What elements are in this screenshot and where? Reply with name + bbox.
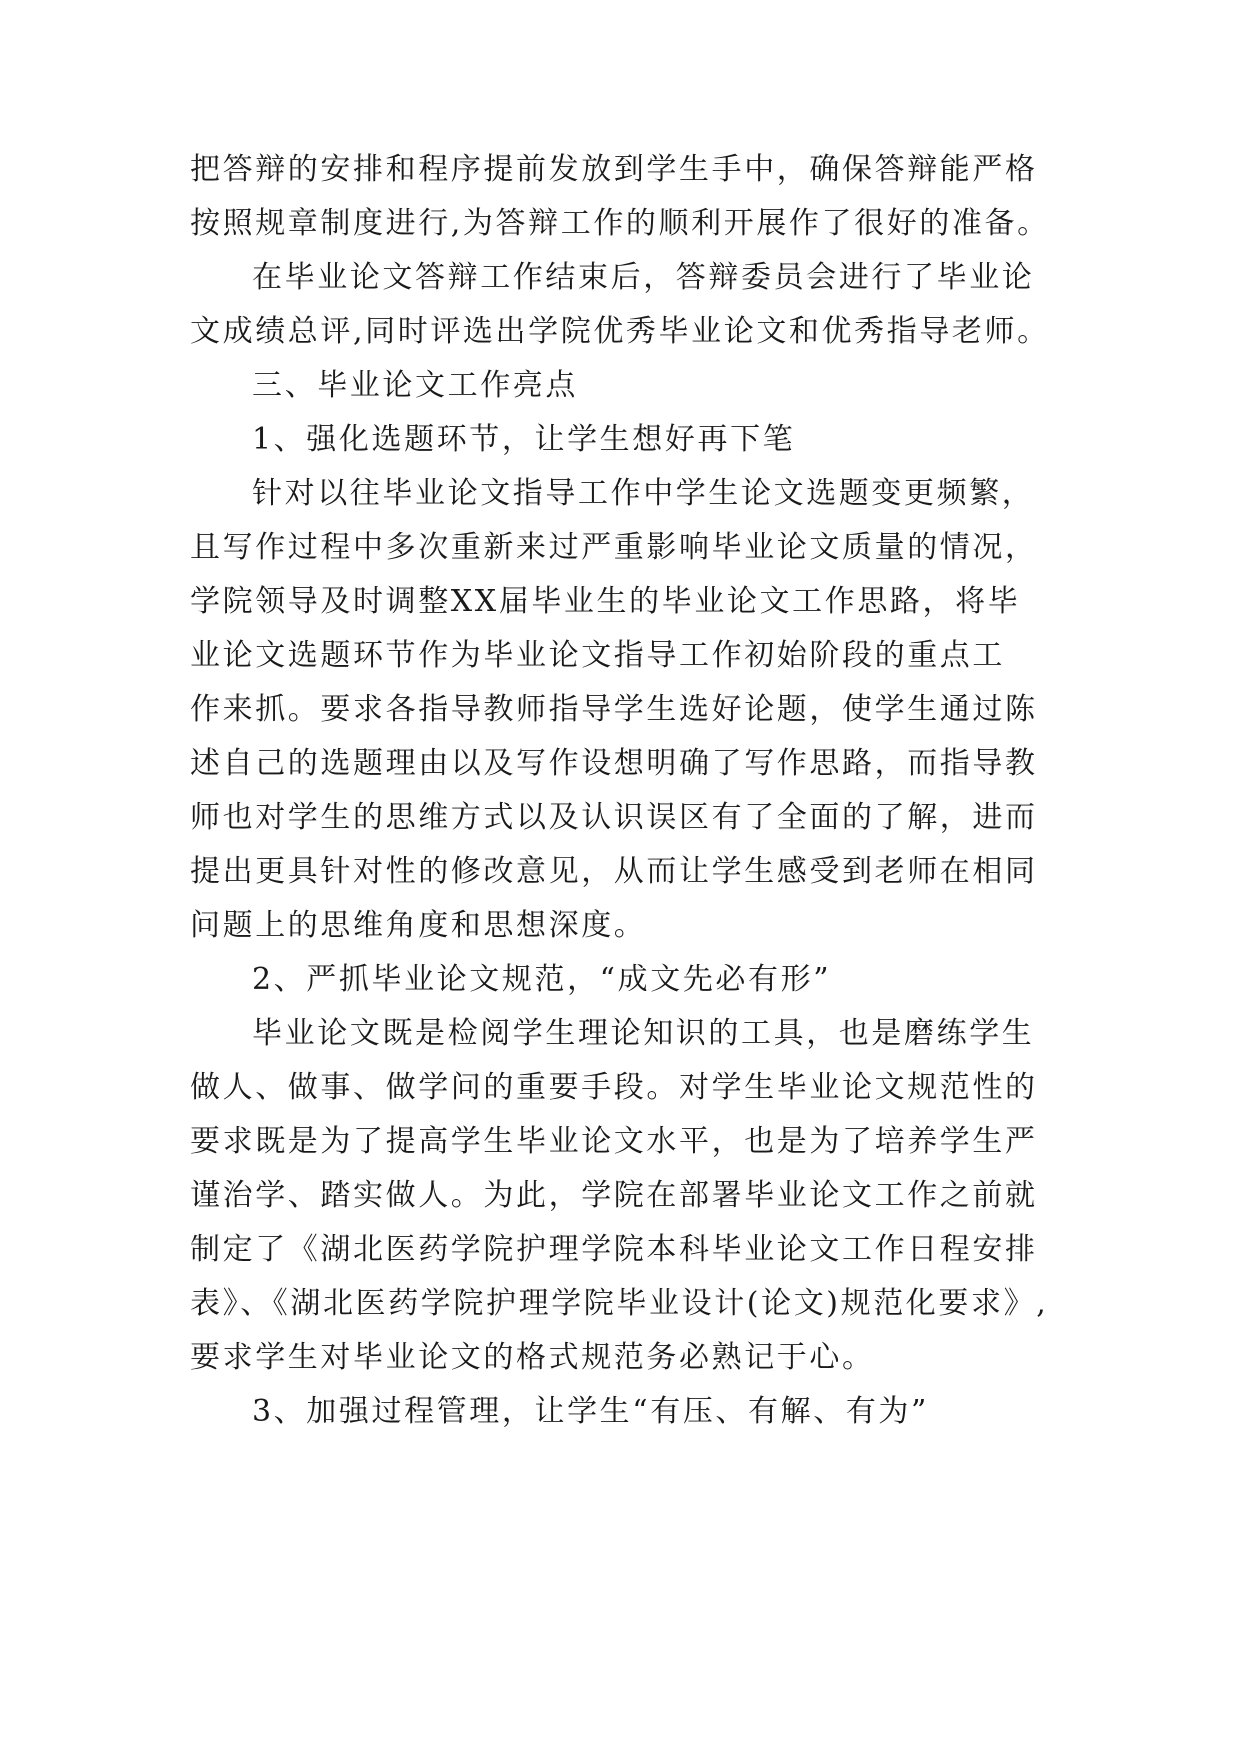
subsection-heading: 2、严抓毕业论文规范，“成文先必有形” <box>252 962 832 997</box>
paragraph-start: 在毕业论文答辩工作结束后，答辩委员会进行了毕业论 <box>252 260 1035 295</box>
text-line: 且写作过程中多次重新来过严重影响毕业论文质量的情况， <box>190 530 1038 565</box>
text-line: 要求既是为了提高学生毕业论文水平，也是为了培养学生严 <box>190 1124 1038 1159</box>
subsection-heading: 1、强化选题环节，让学生想好再下笔 <box>252 422 796 457</box>
section-heading: 三、毕业论文工作亮点 <box>252 368 578 403</box>
text-line: 提出更具针对性的修改意见，从而让学生感受到老师在相同 <box>190 854 1038 889</box>
paragraph-start: 毕业论文既是检阅学生理论知识的工具，也是磨练学生 <box>252 1016 1035 1051</box>
text-line: 业论文选题环节作为毕业论文指导工作初始阶段的重点工 <box>190 638 1005 673</box>
text-line: 师也对学生的思维方式以及认识误区有了全面的了解，进而 <box>190 800 1038 835</box>
paragraph-start: 针对以往毕业论文指导工作中学生论文选题变更频繁， <box>252 476 1035 511</box>
text-line: 文成绩总评,同时评选出学院优秀毕业论文和优秀指导老师。 <box>190 314 1050 349</box>
text-line: 要求学生对毕业论文的格式规范务必熟记于心。 <box>190 1340 875 1375</box>
text-line: 述自己的选题理由以及写作设想明确了写作思路，而指导教 <box>190 746 1038 781</box>
text-line: 制定了《湖北医药学院护理学院本科毕业论文工作日程安排 <box>190 1232 1038 1267</box>
text-line: 把答辩的安排和程序提前发放到学生手中，确保答辩能严格 <box>190 152 1038 187</box>
text-line: 按照规章制度进行,为答辩工作的顺利开展作了很好的准备。 <box>190 206 1050 241</box>
subsection-heading: 3、加强过程管理，让学生“有压、有解、有为” <box>252 1394 929 1429</box>
text-line: 表》、《湖北医药学院护理学院毕业设计(论文)规范化要求》, <box>190 1286 1049 1321</box>
text-line: 作来抓。要求各指导教师指导学生选好论题，使学生通过陈 <box>190 692 1038 727</box>
text-line: 学院领导及时调整XX届毕业生的毕业论文工作思路，将毕 <box>190 584 1021 619</box>
text-line: 问题上的思维角度和思想深度。 <box>190 908 647 943</box>
text-line: 做人、做事、做学问的重要手段。对学生毕业论文规范性的 <box>190 1070 1038 1105</box>
text-line: 谨治学、踏实做人。为此，学院在部署毕业论文工作之前就 <box>190 1178 1038 1213</box>
